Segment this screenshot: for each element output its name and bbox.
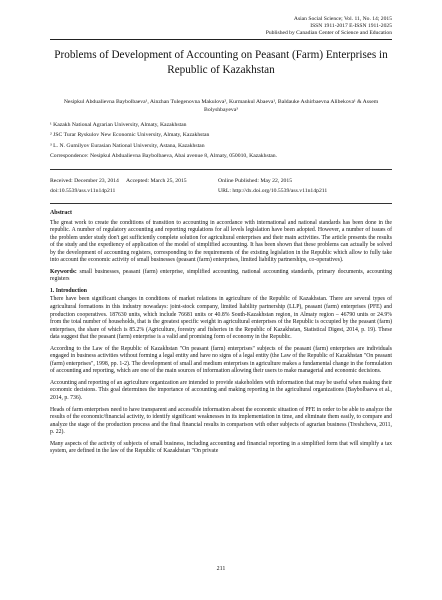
journal-header bbox=[266, 16, 392, 37]
header-divider bbox=[50, 39, 392, 40]
keywords-label: Keywords: bbox=[50, 268, 77, 275]
affiliations bbox=[50, 120, 392, 161]
correspondence: Correspondence: Nesipkul Abdualievna Baybolbaeva, Abai avenue 8, Almaty, 050010, Kazakhstan. bbox=[50, 152, 278, 159]
received-date: Received: December 23, 2014 bbox=[50, 178, 119, 184]
journal-issn: ISSN 1911-2017 E-ISSN 1911-2025 bbox=[310, 23, 392, 29]
abstract-text: The great work to create the conditions of transition to accounting in accordance with international and national standards has been done in the republic. A number of regulatory accounting and reporting regulations for all levels legislation have been adopted. However, a number of issues of the problem under study don't get sufficiently complete solution for agricultural enterprises and their main activities. The article presents the results of the study and the expediency of application of the model of simplified accounting. It has been shown that these problems can actually be solved by the development of accounting registers, corresponding to the requirements of the existing legislation in the Republic which allow to fully take into account the economic activity of small businesses (peasant (farm) enterprises, limited liability partnerships, co-operatives). bbox=[50, 219, 392, 264]
doi-url[interactable]: URL: http://dx.doi.org/10.5539/ass.v11n14p211 bbox=[218, 188, 328, 194]
publication-dates bbox=[50, 176, 392, 196]
keywords-text: small businesses, peasant (farm) enterprise, simplified accounting, national accounting standards, primary documents, accounting registers bbox=[50, 268, 392, 283]
paragraph: According to the Law of the Republic of Kazakhstan "On peasant (farm) enterprises" subjects of the peasant (farm) enterprises are individuals engaged in business activities without forming a legal entity and have no signs of a legal entity (the Law of the Republic of Kazakhstan "On peasant (farm) enterprises", 1998, pp. 1-2). The development of small and medium enterprises in agriculture makes a fundamental change in the formulation of accounting and reporting, which are one of the main sources of information allowing their users to make managerial and economic decisions. bbox=[50, 345, 392, 375]
paragraph: Heads of farm enterprises need to have transparent and accessible information about the economic situation of PFE in order to be able to analyze the results of the economic/financial activity, to identify significant weaknesses in its implementation in time, and eliminate them easily, to compare and analyze the stage of the production process and the final financial results in comparison with other subjects of agrarian business (Treshcheva, 2011, p. 22). bbox=[50, 406, 392, 436]
paper-title: Problems of Development of Accounting on Peasant (Farm) Enterprises in Republic of Kazakhstan bbox=[54, 49, 388, 76]
dates-bottom-divider bbox=[50, 203, 392, 204]
journal-citation: Asian Social Science; Vol. 11, No. 14; 2015 bbox=[293, 16, 392, 22]
accepted-date: Accepted: March 25, 2015 bbox=[126, 178, 187, 184]
affiliation-3: ³ L. N. Gumilyov Eurasian National University, Astana, Kazakhstan bbox=[50, 142, 205, 149]
abstract-heading: Abstract bbox=[50, 210, 72, 216]
paragraph: There have been significant changes in conditions of market relations in agriculture of the Republic of Kazakhstan. There are several types of agricultural formations in this industry nowadays: joint-stock company, limited liability partnership (LLP), peasant (farm) enterprises (PFE) and production cooperatives. 187630 units, which include 76681 units or 40.8% South-Kazakhstan region, in Almaty region – 46790 units or 24.9% from the total number of households, that is the greatest specific weight in agricultural enterprises of the Republic is occupied by the peasant (farm) enterprises, the share of which is 85.2% (Agriculture, forestry and fisheries in the Republic of Kazakhstan, Statistical Digest, 2014, p. 19). These data suggest that the peasant (farm) enterprise is a valid and promising form of economy in the Republic. bbox=[50, 296, 392, 341]
article-body bbox=[50, 210, 392, 460]
section-heading-introduction: 1. Introduction bbox=[50, 287, 87, 294]
dates-top-divider bbox=[50, 169, 392, 170]
affiliation-2: ² JSC Turar Ryskulov New Economic University, Almaty, Kazakhstan bbox=[50, 132, 210, 139]
paragraph: Accounting and reporting of an agriculture organization are intended to provide stakeholders with information that may be useful when making their economic decisions. This goal determines the importance of accounting and making reporting in the agricultural organizations (Baybolbaeva et al., 2014, p. 736). bbox=[50, 379, 392, 402]
paragraph: Many aspects of the activity of subjects of small business, including accounting and financial reporting in a simplified form that will simplify a tax system, are defined in the law of the Republic of Kazakhstan "On private bbox=[50, 440, 392, 455]
page-number: 211 bbox=[216, 566, 226, 572]
doi[interactable]: doi:10.5539/ass.v11n14p211 bbox=[50, 188, 116, 194]
keywords bbox=[50, 269, 392, 284]
author-list: Nesipkul Abdualievna Baybolbaeva¹, Ainzhan Tulegenovna Makulova², Kurmankul Abaeva¹, Baldauke Ashirbaevna Alibekova¹ & Assem Bolyshbayeva³ bbox=[63, 99, 379, 113]
affiliation-1: ¹ Kazakh National Agrarian University, Almaty, Kazakhstan bbox=[50, 122, 187, 128]
online-date: Online Published: May 22, 2015 bbox=[218, 178, 293, 184]
journal-publisher: Published by Canadian Center of Science and Education bbox=[265, 30, 392, 36]
